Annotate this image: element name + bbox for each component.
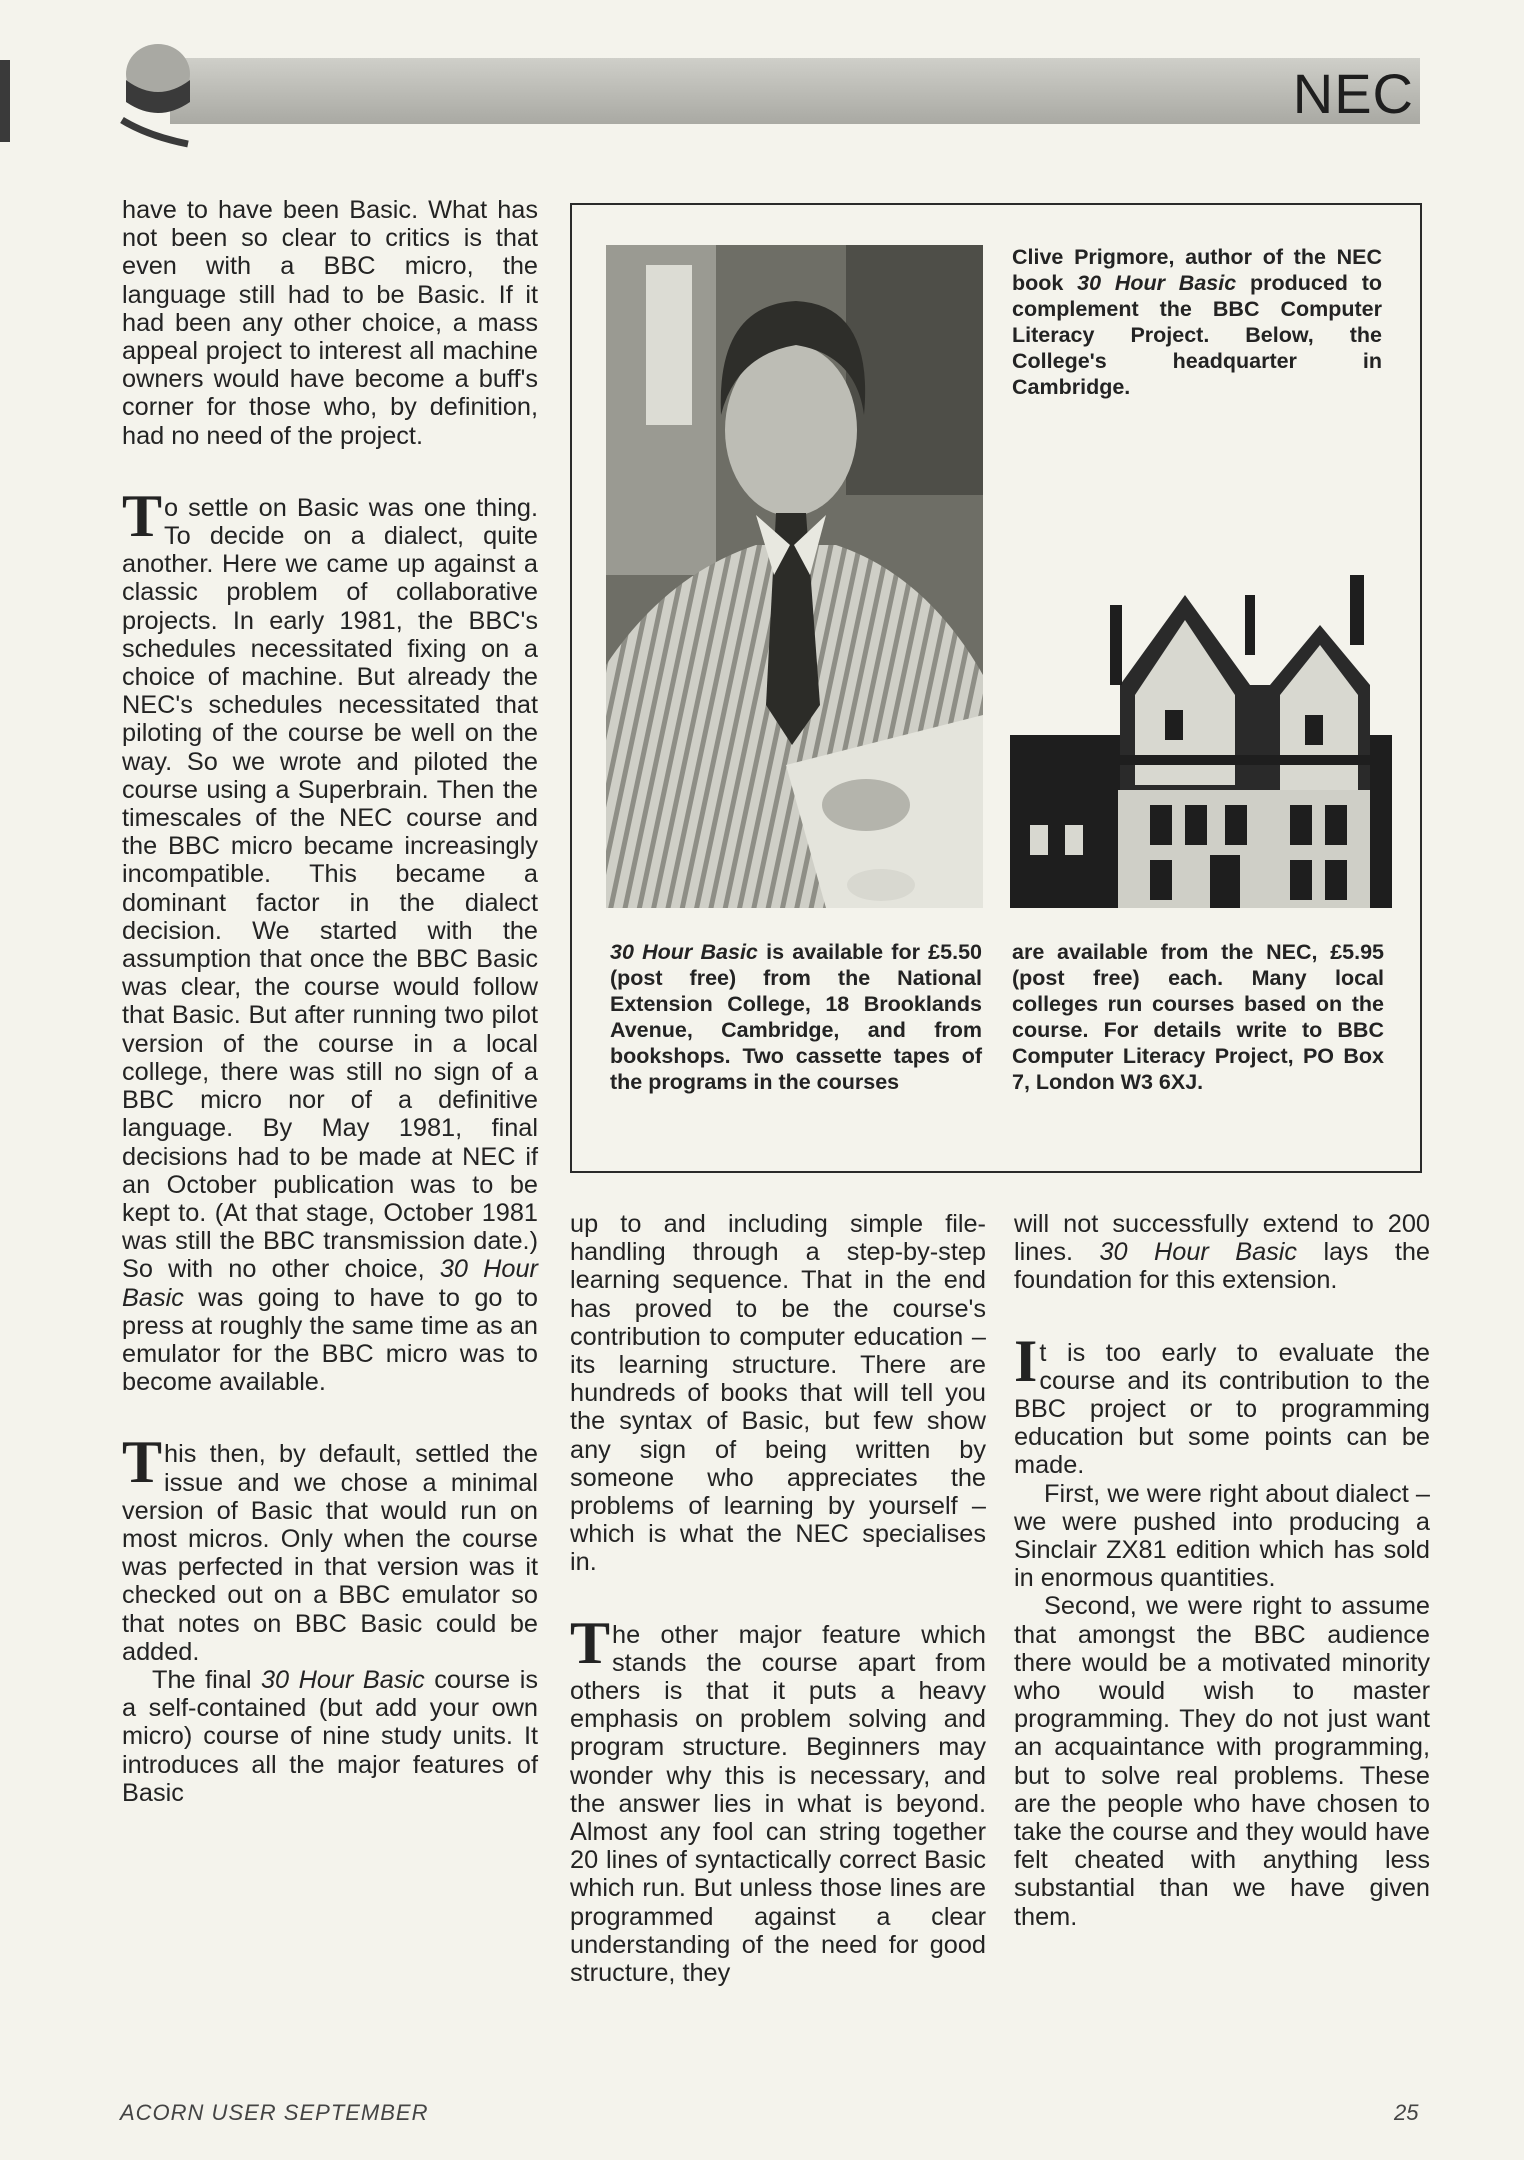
drop-cap: I bbox=[1014, 1327, 1038, 1394]
photo-caption-top: Clive Prigmore, author of the NEC book 30 Hour Basic produced to complement the BBC Computer Literacy Project. Below, the College's headquarter in Cambridge. bbox=[1012, 245, 1382, 399]
drop-cap: T bbox=[122, 1429, 163, 1496]
column-1 bbox=[122, 196, 538, 1807]
col3-paragraph-2: It is too early to evaluate the course and its contribution to the BBC project or to programming education but some points can be made. bbox=[1014, 1327, 1430, 1480]
col3-paragraph-4: Second, we were right to assume that amongst the BBC audience there would be a motivated minority who would wish to master programming. They do not just want an acquaintance with programming, but to solve real problems. These are the people who have chosen to take the course and they would have felt cheated with anything less substantial than we have given them. bbox=[1014, 1592, 1430, 1931]
availability-caption-right: are available from the NEC, £5.95 (post free) each. Many local colleges run courses based on the course. For details write to BBC Computer Literacy Project, PO Box 7, London W3 6XJ. bbox=[1012, 940, 1384, 1094]
magazine-footer: ACORN USER SEPTEMBER bbox=[120, 2100, 429, 2125]
col1-paragraph-1: have to have been Basic. What has not been so clear to critics is that even with a BBC micro, the language still had to be Basic. If it had been any other choice, a mass appeal project to interest all machine owners would have become a buff's corner for those who, by definition, had no need of the project. bbox=[122, 196, 538, 450]
col1-paragraph-3: This then, by default, settled the issue and we chose a minimal version of Basic that would run on most micros. Only when the course was perfected in that version was it checked out on a BBC emulator so that notes on BBC Basic could be added. bbox=[122, 1429, 538, 1666]
col2-paragraph-2: The other major feature which stands the course apart from others is that it puts a heavy emphasis on problem solving and program structure. Beginners may wonder why this is necessary, and the answer lies in what is beyond. Almost any fool can string together 20 lines of syntactically correct Basic which run. But unless those lines are programmed against a clear understanding of the need for good structure, they bbox=[570, 1609, 986, 1988]
column-3 bbox=[1014, 1210, 1430, 1931]
portrait-photo bbox=[606, 245, 983, 908]
drop-cap: T bbox=[570, 1609, 611, 1676]
col3-paragraph-3: First, we were right about dialect – we were pushed into producing a Sinclair ZX81 edition which has sold in enormous quantities. bbox=[1014, 1479, 1430, 1593]
col2-paragraph-1: up to and including simple file-handling through a step-by-step learning sequence. That in the end has proved to be the course's contribution to computer education – its learning structure. There are hundreds of books that will tell you the syntax of Basic, but few show any sign of being written by someone who appreciates the problems of learning by yourself – which is what the NEC specialises in. bbox=[570, 1210, 986, 1577]
availability-caption-left: 30 Hour Basic is available for £5.50 (post free) from the National Extension College, 18 Brooklands Avenue, Cambridge, and from bookshops. Two cassette tapes of the programs in the courses bbox=[610, 940, 982, 1094]
drop-cap: T bbox=[122, 482, 163, 549]
section-header-bar bbox=[170, 58, 1420, 124]
column-2 bbox=[570, 1210, 986, 1987]
page-number: 25 bbox=[1394, 2100, 1419, 2125]
col1-paragraph-4: The final 30 Hour Basic course is a self-contained (but add your own micro) course of nine study units. It introduces all the major features of Basic bbox=[122, 1665, 538, 1807]
college-building-photo bbox=[1010, 575, 1392, 908]
col3-paragraph-1: will not successfully extend to 200 lines. 30 Hour Basic lays the foundation for this extension. bbox=[1014, 1210, 1430, 1295]
acorn-logo-icon bbox=[118, 40, 194, 150]
margin-mark bbox=[0, 60, 10, 142]
section-label: NEC bbox=[1292, 62, 1414, 125]
col1-paragraph-2: To settle on Basic was one thing. To decide on a dialect, quite another. Here we came up against a classic problem of collaborative projects. In early 1981, the BBC's schedules necessitated fixing on a choice of machine. But already the NEC's schedules necessitated that piloting of the course be well on the way. So we wrote and piloted the course using a Superbrain. Then the timescales of the NEC course and the BBC micro became increasingly incompatible. This became a dominant factor in the dialect decision. We started with the assumption that once the BBC Basic was clear, the course would follow that Basic. But after running two pilot version of the course in a local college, there was still no sign of a BBC micro nor of a definitive language. By May 1981, final decisions had to be made at NEC if an October publication was to be kept to. (At that stage, October 1981 was still the BBC transmission date.) So with no other choice, 30 Hour Basic was going to have to go to press at roughly the same time as an emulator for the BBC micro was to become available. bbox=[122, 482, 538, 1397]
